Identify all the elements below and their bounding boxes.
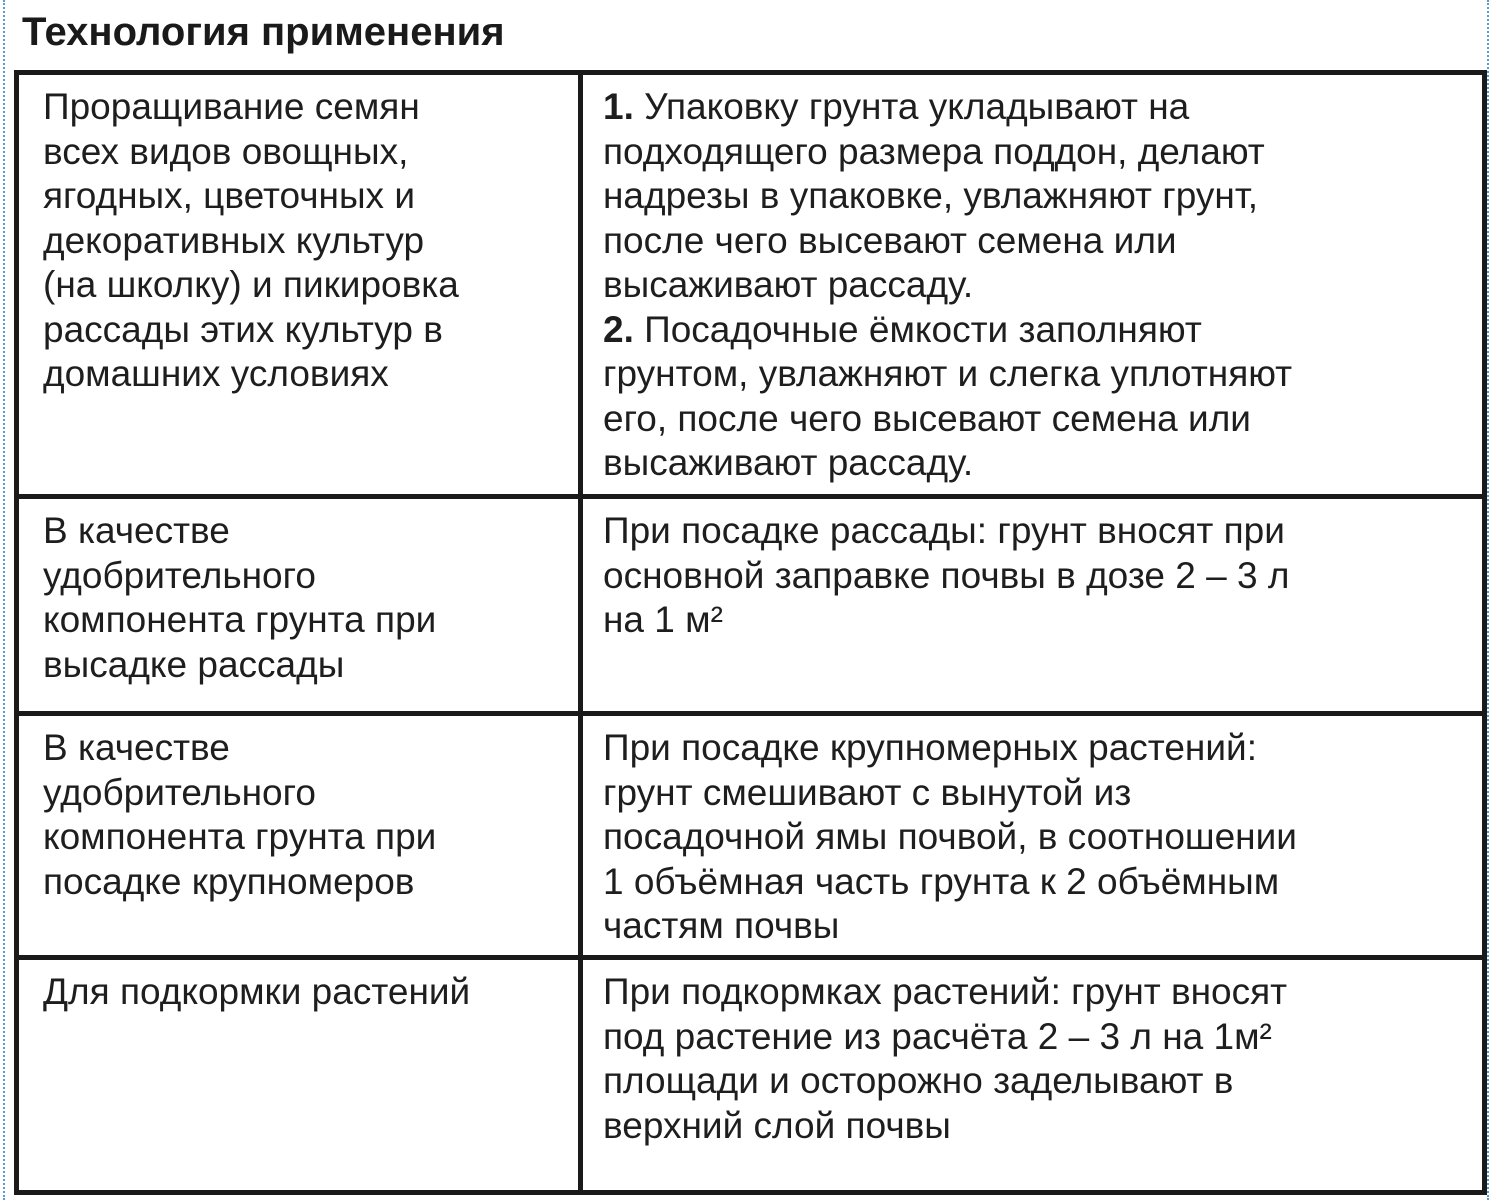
step-number: 2. <box>603 308 634 350</box>
step-text: Упаковку грунта укладывают на <box>633 86 1190 127</box>
table-row <box>17 73 1485 497</box>
text-line: декоративных культур <box>43 219 425 261</box>
method-cell <box>581 73 1485 497</box>
table-row <box>17 958 1485 1193</box>
text-line: удобрительного <box>43 554 316 596</box>
text-line: высаживают рассаду. <box>603 264 974 305</box>
text-line: после чего высевают семена или <box>603 219 1177 261</box>
table-row <box>17 714 1485 958</box>
text-line: Проращивание семян <box>43 86 420 127</box>
text-line: (на школку) и пикировка <box>43 264 459 305</box>
method-cell <box>581 714 1485 958</box>
text-line: При посадке крупномерных растений: <box>603 727 1257 768</box>
step-number: 1. <box>603 86 634 127</box>
application-technology-table <box>14 70 1487 1195</box>
right-guide-line <box>1487 0 1489 1200</box>
text-line: высаживают рассаду. <box>603 442 974 483</box>
text-line: грунтом, увлажняют и слегка уплотняют <box>603 353 1293 394</box>
text-line: подходящего размера поддон, делают <box>603 130 1265 172</box>
text-line: В качестве <box>43 510 230 551</box>
text-line: удобрительного <box>43 771 316 813</box>
left-guide-line <box>3 0 5 1200</box>
text-line: При посадке рассады: грунт вносят при <box>603 510 1285 551</box>
text-line: надрезы в упаковке, увлажняют грунт, <box>603 175 1258 216</box>
purpose-cell <box>17 497 581 714</box>
page-title: Технология применения <box>22 10 505 54</box>
text-line: всех видов овощных, <box>43 130 409 172</box>
text-line: В качестве <box>43 727 230 768</box>
purpose-cell <box>17 958 581 1193</box>
purpose-cell <box>17 73 581 497</box>
text-line: его, после чего высевают семена или <box>603 397 1251 439</box>
text-line: под растение из расчёта 2 – 3 л на 1м² <box>603 1015 1272 1057</box>
table-row <box>17 497 1485 714</box>
step-text: Посадочные ёмкости заполняют <box>633 308 1202 350</box>
text-line: компонента грунта при <box>43 816 437 857</box>
text-line: верхний слой почвы <box>603 1104 951 1146</box>
text-line: высадке рассады <box>43 643 345 685</box>
text-line: компонента грунта при <box>43 599 437 640</box>
text-line: рассады этих культур в <box>43 308 443 350</box>
text-line: При подкормках растений: грунт вносят <box>603 971 1288 1012</box>
text-line <box>603 308 1462 353</box>
text-line: ягодных, цветочных и <box>43 175 415 216</box>
text-line: грунт смешивают с вынутой из <box>603 771 1132 813</box>
text-line: основной заправке почвы в дозе 2 – 3 л <box>603 554 1290 596</box>
method-cell <box>581 497 1485 714</box>
purpose-cell <box>17 714 581 958</box>
method-cell <box>581 958 1485 1193</box>
text-line: посадке крупномеров <box>43 860 415 902</box>
text-line: посадочной ямы почвой, в соотношении <box>603 816 1297 857</box>
text-line: 1 объёмная часть грунта к 2 объёмным <box>603 860 1280 902</box>
text-line: на 1 м² <box>603 599 723 640</box>
text-line: домашних условиях <box>43 353 389 394</box>
text-line: площади и осторожно заделывают в <box>603 1060 1234 1101</box>
text-line <box>603 85 1462 130</box>
text-line: частям почвы <box>603 905 840 946</box>
text-line: Для подкормки растений <box>43 971 471 1012</box>
